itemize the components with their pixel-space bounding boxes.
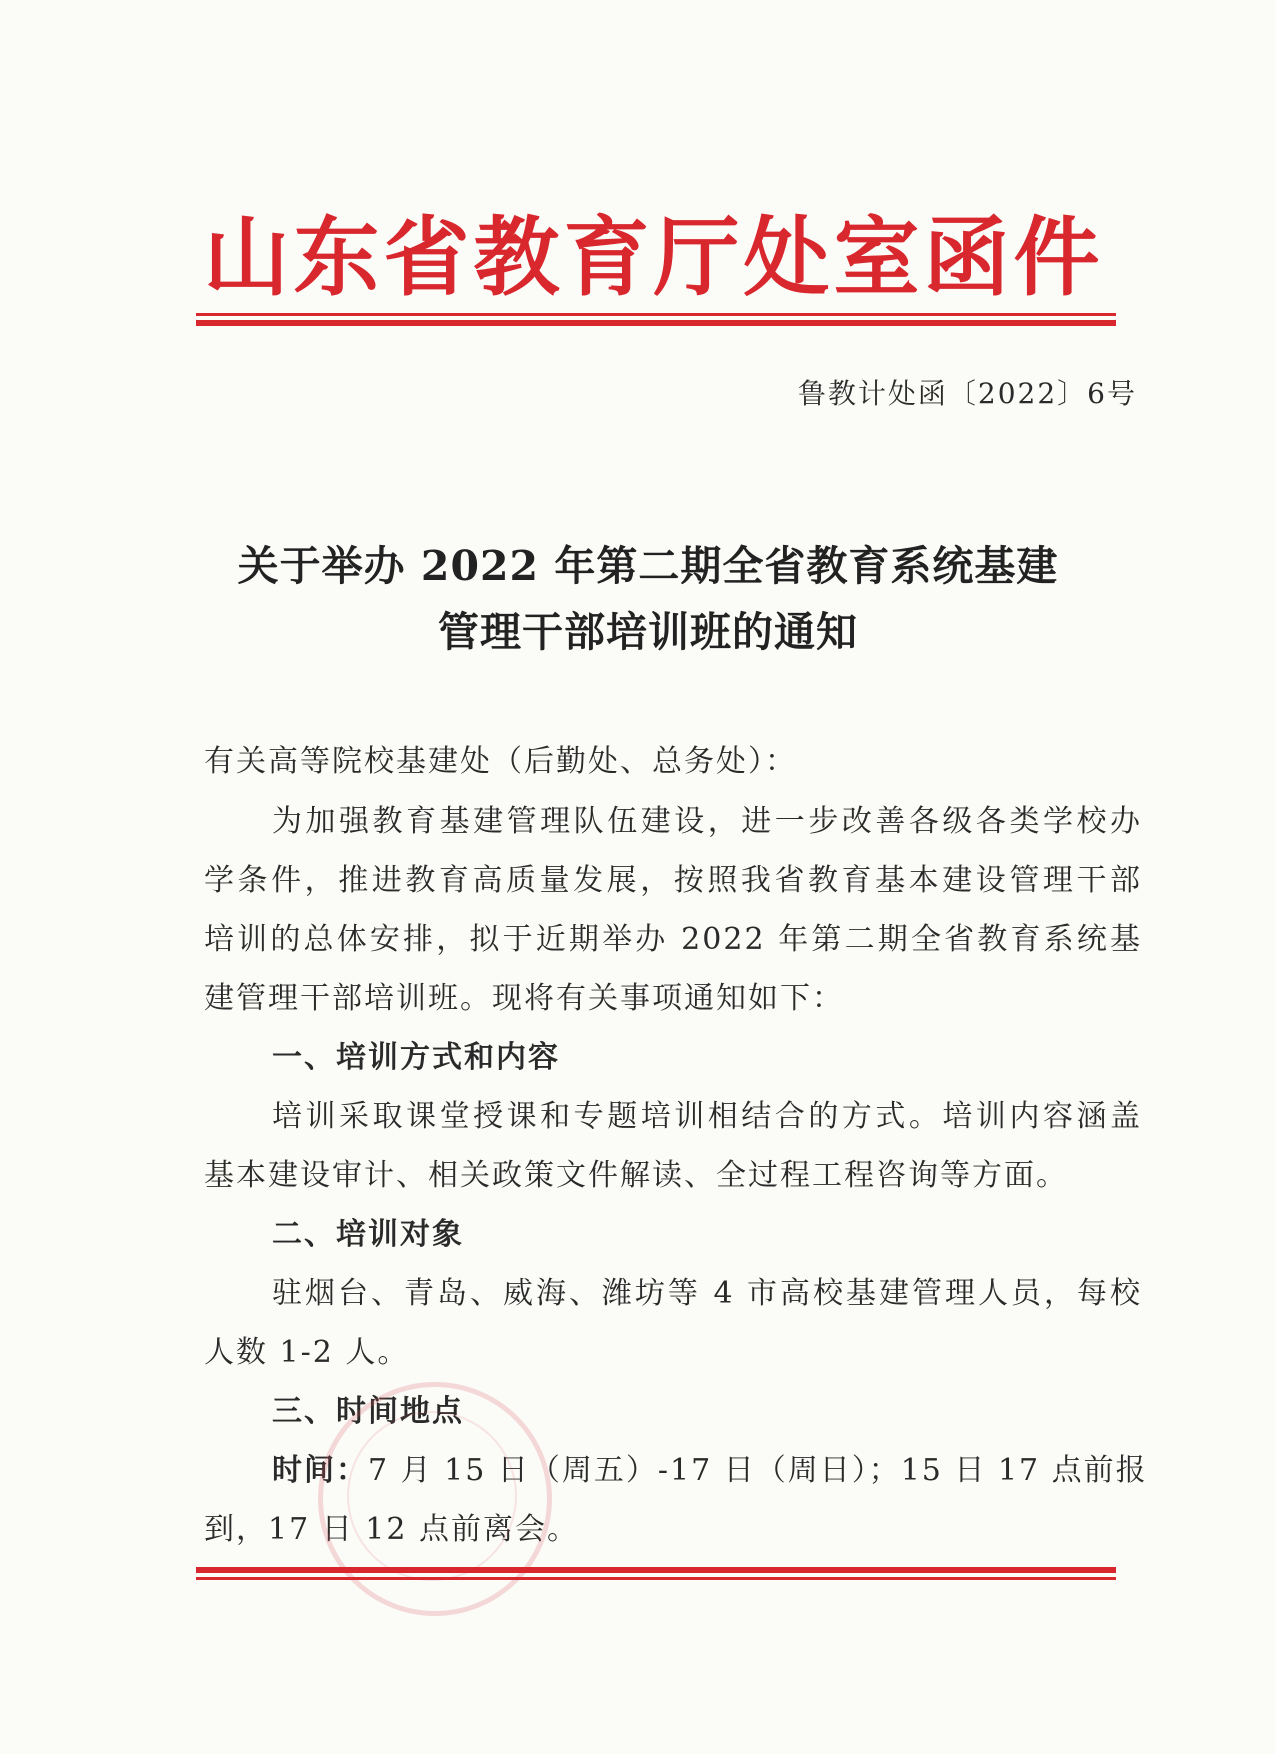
notice-title-line-1: 关于举办 2022 年第二期全省教育系统基建 [237,542,1059,590]
letterhead-title: 山东省教育厅处室函件 [203,207,1104,308]
notice-title-line-2: 管理干部培训班的通知 [438,608,858,656]
letterhead-rule-thick [196,320,1116,326]
section-heading-3: 三、时间地点 [272,1394,464,1429]
time-value: 7 月 15 日（周五）-17 日（周日）；15 日 17 点前报 [368,1453,1148,1488]
intro-line-2: 学条件，推进教育高质量发展，按照我省教育基本建设管理干部 [204,863,1142,898]
footer-rule-thin [196,1577,1116,1580]
official-seal [318,1382,552,1616]
intro-line-1: 为加强教育基建管理队伍建设，进一步改善各级各类学校办 [272,804,1142,839]
letterhead-rule-thin [196,313,1116,316]
intro-line-3: 培训的总体安排，拟于近期举办 2022 年第二期全省教育系统基 [204,922,1142,957]
section1-line-2: 基本建设审计、相关政策文件解读、全过程工程咨询等方面。 [204,1158,1068,1193]
intro-line-4: 建管理干部培训班。现将有关事项通知如下： [204,981,844,1016]
time-label: 时间： [272,1453,368,1488]
section1-line-1: 培训采取课堂授课和专题培训相结合的方式。培训内容涵盖 [272,1099,1142,1134]
document-number: 鲁教计处函〔2022〕6号 [797,377,1137,410]
section3-line-2: 到，17 日 12 点前离会。 [204,1512,579,1547]
footer-rule-thick [196,1567,1116,1573]
official-seal-inner-ring [347,1411,517,1581]
section2-line-2: 人数 1-2 人。 [204,1335,410,1370]
salutation: 有关高等院校基建处（后勤处、总务处）： [204,744,797,779]
section2-line-1: 驻烟台、青岛、威海、潍坊等 4 市高校基建管理人员，每校 [272,1276,1142,1311]
section-heading-1: 一、培训方式和内容 [272,1040,560,1075]
section-heading-2: 二、培训对象 [272,1217,464,1252]
